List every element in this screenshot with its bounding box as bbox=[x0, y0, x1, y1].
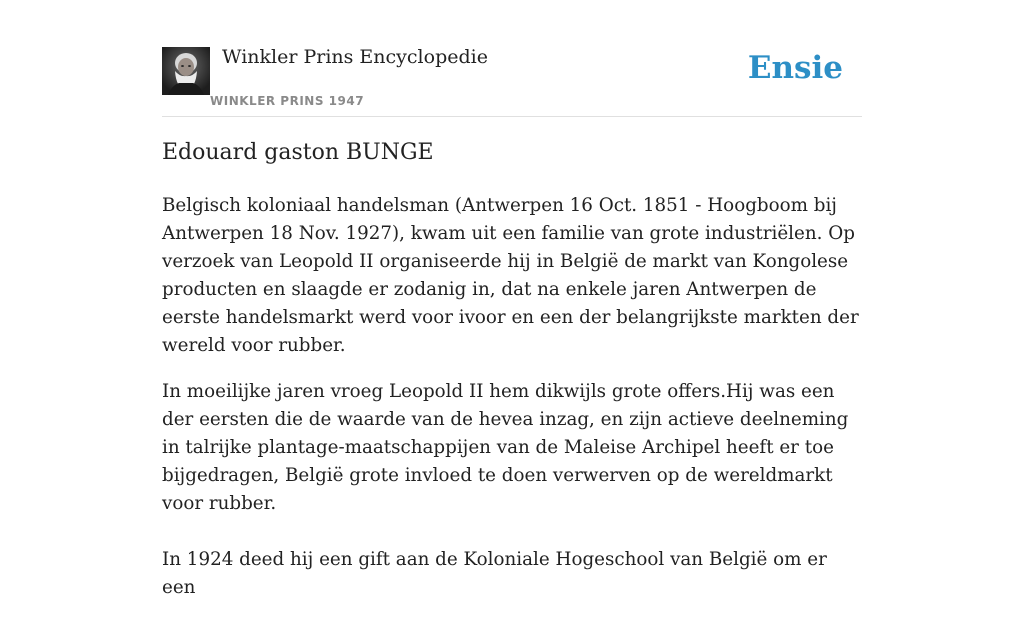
author-avatar[interactable] bbox=[162, 47, 210, 95]
bearded-man-portrait-icon bbox=[162, 47, 210, 95]
article-body bbox=[162, 192, 862, 620]
ensie-logo[interactable]: Ensie bbox=[747, 50, 843, 86]
article-title: Edouard gaston BUNGE bbox=[162, 140, 434, 165]
article-header bbox=[162, 44, 862, 117]
article-paragraph: Belgisch koloniaal handelsman (Antwerpen 16 Oct. 1851 - Hoogboom bij Antwerpen 18 Nov. 1927), kwam uit een familie van grote industriëlen. Op verzoek van Leopold II organiseerde hij in België de markt van Kongolese producten en slaagde er zodanig in, dat na enkele jaren Antwerpen de eerste handelsmarkt werd voor ivoor en een der belangrijkste markten der wereld voor rubber. bbox=[162, 195, 859, 356]
source-label: WINKLER PRINS 1947 bbox=[210, 94, 365, 108]
article-paragraph: In 1924 deed hij een gift aan de Koloniale Hogeschool van België om er een bbox=[162, 549, 827, 598]
article-paragraph: In moeilijke jaren vroeg Leopold II hem dikwijls grote offers.Hij was een der eersten die de waarde van de hevea inzag, en zijn actieve deelneming in talrijke plantage-maatschappijen van de Maleise Archipel heeft er toe bijgedragen, België grote invloed te doen verwerven op de wereldmarkt voor rubber. bbox=[162, 381, 849, 514]
author-name[interactable]: Winkler Prins Encyclopedie bbox=[222, 46, 488, 68]
